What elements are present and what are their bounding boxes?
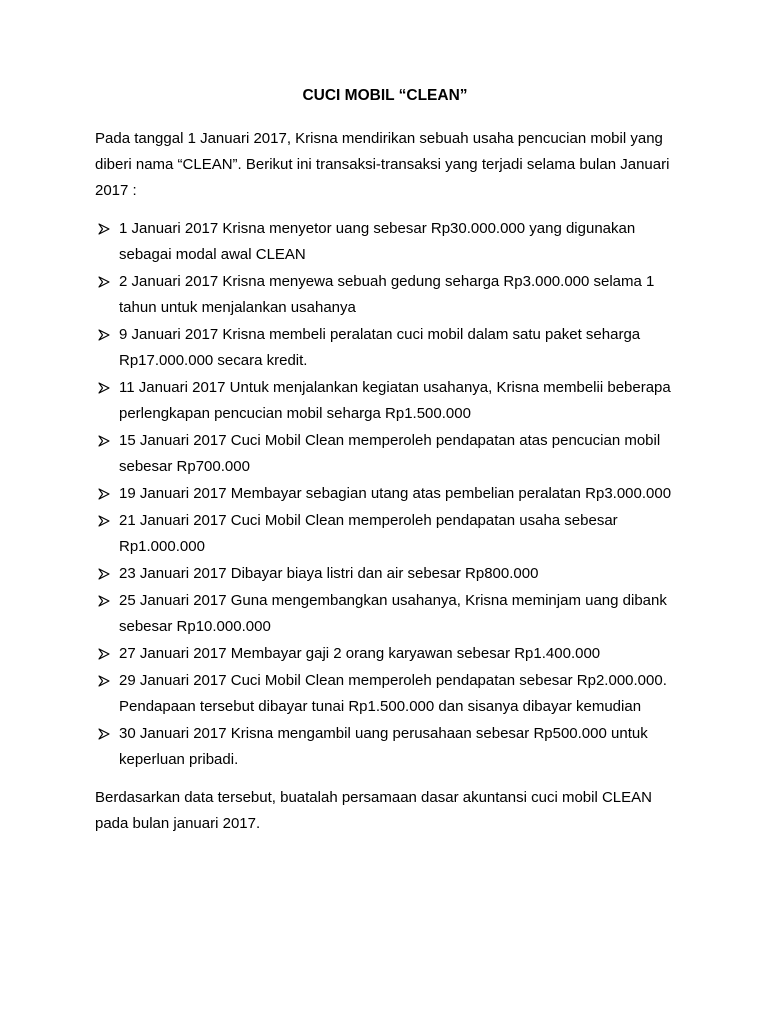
intro-paragraph: Pada tanggal 1 Januari 2017, Krisna mendirikan sebuah usaha pencucian mobil yang diberi nama “CLEAN”. Berikut ini transaksi-transaksi yang terjadi selama bulan Januari 2017 : bbox=[95, 130, 670, 199]
transaction-item bbox=[95, 375, 675, 427]
arrowhead-bullet-icon bbox=[98, 276, 110, 288]
transaction-text: 29 Januari 2017 Cuci Mobil Clean memperoleh pendapatan sebesar Rp2.000.000. Pendapaan tersebut dibayar tunai Rp1.500.000 dan sisanya dibayar kemudian bbox=[119, 672, 667, 715]
transaction-list bbox=[95, 216, 675, 773]
transaction-item bbox=[95, 269, 675, 321]
transaction-item bbox=[95, 641, 675, 667]
transaction-item bbox=[95, 588, 675, 640]
arrowhead-bullet-icon bbox=[98, 728, 110, 740]
arrowhead-bullet-icon bbox=[98, 595, 110, 607]
transaction-item bbox=[95, 508, 675, 560]
transaction-text: 2 Januari 2017 Krisna menyewa sebuah gedung seharga Rp3.000.000 selama 1 tahun untuk menjalankan usahanya bbox=[119, 273, 655, 316]
transaction-item bbox=[95, 481, 675, 507]
arrowhead-bullet-icon bbox=[98, 488, 110, 500]
transaction-text: 1 Januari 2017 Krisna menyetor uang sebesar Rp30.000.000 yang digunakan sebagai modal awal CLEAN bbox=[119, 220, 636, 263]
transaction-text: 30 Januari 2017 Krisna mengambil uang perusahaan sebesar Rp500.000 untuk keperluan pribadi. bbox=[119, 725, 648, 768]
transaction-text: 15 Januari 2017 Cuci Mobil Clean memperoleh pendapatan atas pencucian mobil sebesar Rp700.000 bbox=[119, 432, 661, 475]
transaction-text: 19 Januari 2017 Membayar sebagian utang atas pembelian peralatan Rp3.000.000 bbox=[119, 485, 672, 502]
arrowhead-bullet-icon bbox=[98, 435, 110, 447]
transaction-item bbox=[95, 668, 675, 720]
arrowhead-bullet-icon bbox=[98, 329, 110, 341]
transaction-text: 25 Januari 2017 Guna mengembangkan usahanya, Krisna meminjam uang dibank sebesar Rp10.000.000 bbox=[119, 592, 667, 635]
arrowhead-bullet-icon bbox=[98, 568, 110, 580]
transaction-item bbox=[95, 561, 675, 587]
arrowhead-bullet-icon bbox=[98, 648, 110, 660]
arrowhead-bullet-icon bbox=[98, 223, 110, 235]
closing-paragraph: Berdasarkan data tersebut, buatalah persamaan dasar akuntansi cuci mobil CLEAN pada bulan januari 2017. bbox=[95, 789, 652, 832]
transaction-item bbox=[95, 322, 675, 374]
arrowhead-bullet-icon bbox=[98, 515, 110, 527]
arrowhead-bullet-icon bbox=[98, 382, 110, 394]
transaction-text: 21 Januari 2017 Cuci Mobil Clean memperoleh pendapatan usaha sebesar Rp1.000.000 bbox=[119, 512, 618, 555]
transaction-text: 9 Januari 2017 Krisna membeli peralatan cuci mobil dalam satu paket seharga Rp17.000.000 secara kredit. bbox=[119, 326, 641, 369]
transaction-text: 27 Januari 2017 Membayar gaji 2 orang karyawan sebesar Rp1.400.000 bbox=[119, 645, 601, 662]
document-page bbox=[95, 86, 675, 837]
transaction-item bbox=[95, 428, 675, 480]
transaction-text: 23 Januari 2017 Dibayar biaya listri dan air sebesar Rp800.000 bbox=[119, 565, 539, 582]
transaction-text: 11 Januari 2017 Untuk menjalankan kegiatan usahanya, Krisna membelii beberapa perlengkapan pencucian mobil seharga Rp1.500.000 bbox=[119, 379, 671, 422]
transaction-item bbox=[95, 216, 675, 268]
document-title: CUCI MOBIL “CLEAN” bbox=[302, 87, 468, 104]
transaction-item bbox=[95, 721, 675, 773]
arrowhead-bullet-icon bbox=[98, 675, 110, 687]
